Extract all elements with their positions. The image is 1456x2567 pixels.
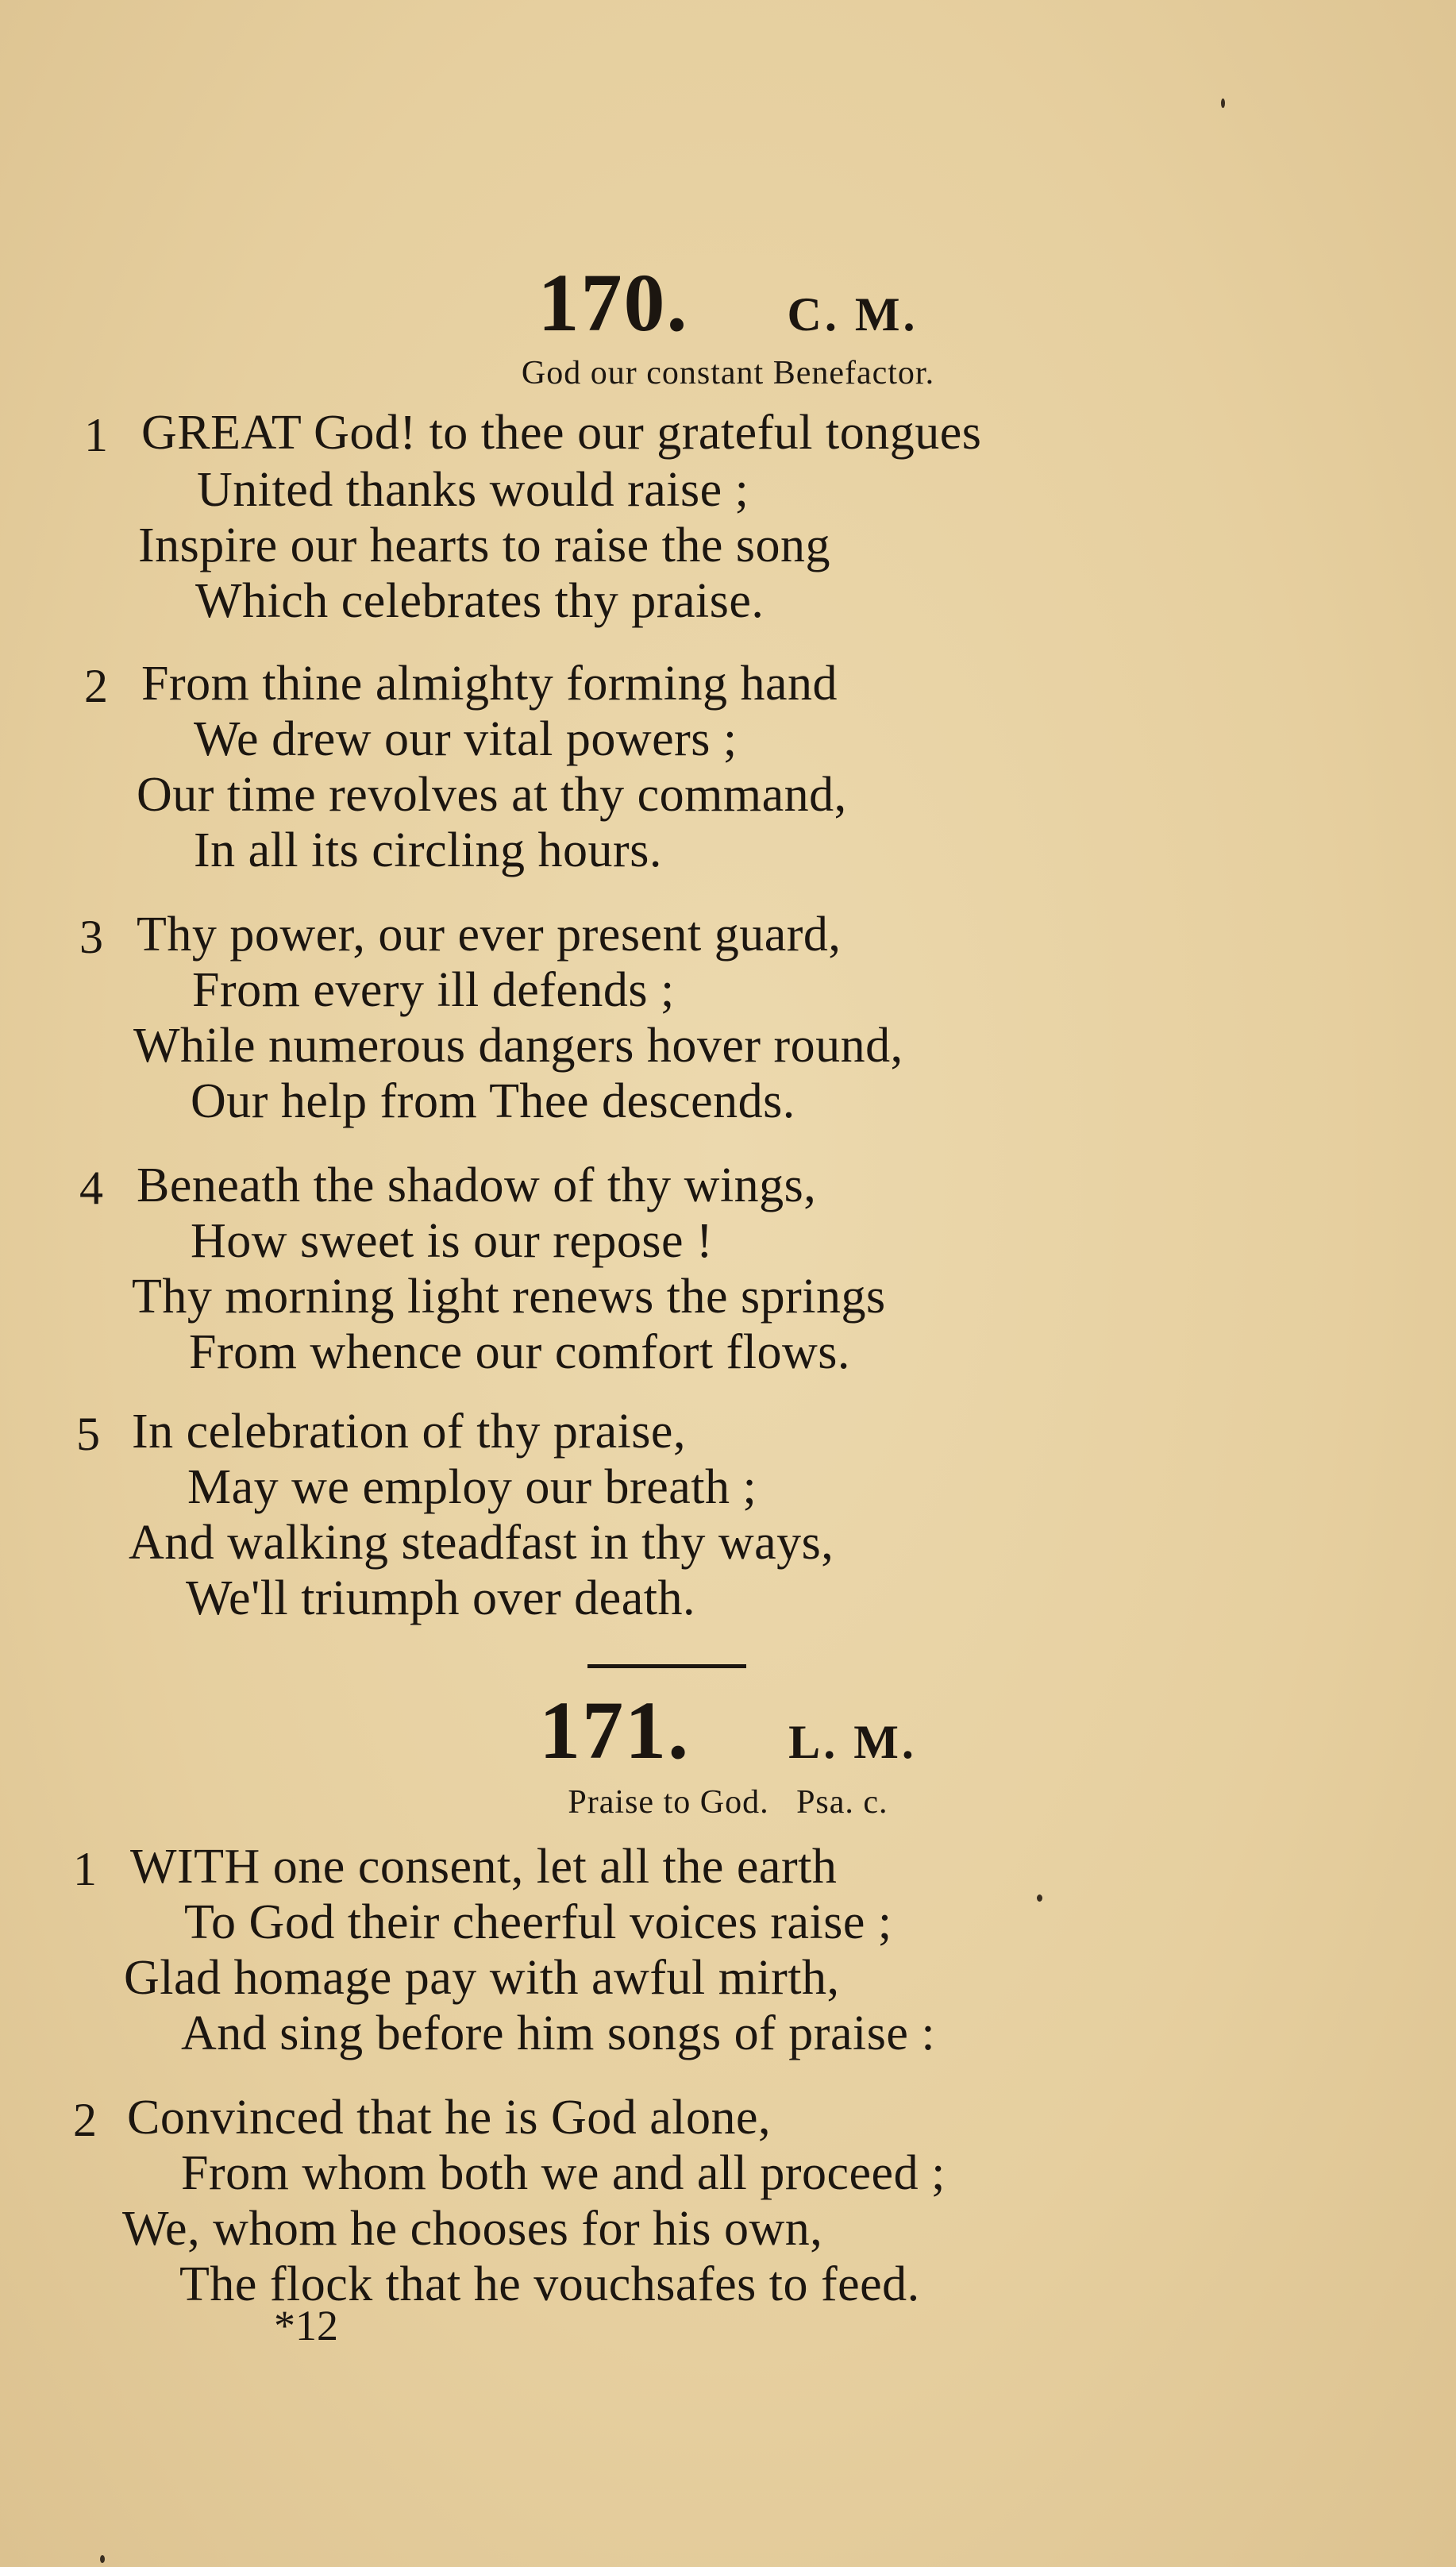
hymn-170-header: [0, 256, 1456, 350]
verse-line: From whom both we and all proceed ;: [181, 2146, 946, 2200]
hymn-subtitle: Praise to God. Psa. c.: [568, 1784, 888, 1821]
verse-number: 1: [84, 409, 108, 461]
verse-number: 1: [73, 1843, 97, 1895]
verse-line: And sing before him songs of praise :: [181, 2006, 936, 2060]
hymn-number: 170.: [537, 257, 689, 349]
hymn-subtitle: God our constant Benefactor.: [521, 355, 935, 391]
verse-line: Beneath the shadow of thy wings,: [137, 1158, 817, 1212]
verse-line: United thanks would raise ;: [197, 463, 749, 517]
verse-line: In celebration of thy praise,: [132, 1405, 686, 1459]
verse-line: We, whom he chooses for his own,: [122, 2202, 823, 2256]
verse-line: GREAT God! to thee our grateful tongues: [141, 406, 982, 460]
paper-speck: [1037, 1894, 1042, 1902]
verse-line: Our help from Thee descends.: [191, 1074, 795, 1128]
verse-line: Our time revolves at thy command,: [137, 768, 847, 822]
verse-line: While numerous dangers hover round,: [133, 1019, 903, 1073]
verse-line: Inspire our hearts to raise the song: [138, 518, 830, 572]
hymn-meter: L. M.: [788, 1716, 917, 1768]
paper-speck: [1221, 98, 1225, 108]
verse-number: 4: [79, 1162, 103, 1214]
verse-line: The flock that he vouchsafes to feed.: [179, 2257, 920, 2311]
paper-speck: [100, 2555, 105, 2563]
verse-line: Glad homage pay with awful mirth,: [124, 1951, 840, 2005]
verse-line: How sweet is our repose !: [191, 1214, 714, 1268]
verse-number: 2: [84, 660, 108, 712]
verse-line: From thine almighty forming hand: [141, 657, 838, 711]
section-divider: [587, 1664, 746, 1668]
hymn-number: 171.: [539, 1685, 691, 1776]
verse-line: And walking steadfast in thy ways,: [129, 1516, 834, 1570]
verse-line: May we employ our breath ;: [187, 1460, 757, 1514]
signature-mark: *12: [274, 2302, 338, 2349]
verse-line: In all its circling hours.: [194, 823, 662, 877]
verse-line: Convinced that he is God alone,: [127, 2091, 771, 2145]
verse-number: 2: [73, 2094, 97, 2146]
verse-number: 3: [79, 911, 103, 963]
verse-line: We drew our vital powers ;: [194, 712, 738, 766]
verse-line: From every ill defends ;: [192, 963, 675, 1017]
verse-line: We'll triumph over death.: [186, 1571, 695, 1625]
verse-line: Thy morning light renews the springs: [132, 1270, 886, 1324]
verse-line: Which celebrates thy praise.: [195, 574, 765, 628]
verse-line: WITH one consent, let all the earth: [130, 1840, 838, 1894]
verse-number: 5: [76, 1408, 100, 1460]
hymn-171-header: [0, 1683, 1456, 1778]
verse-line: From whence our comfort flows.: [189, 1325, 850, 1379]
hymn-meter: C. M.: [787, 288, 919, 341]
verse-line: Thy power, our ever present guard,: [137, 908, 842, 962]
verse-line: To God their cheerful voices raise ;: [184, 1895, 892, 1949]
